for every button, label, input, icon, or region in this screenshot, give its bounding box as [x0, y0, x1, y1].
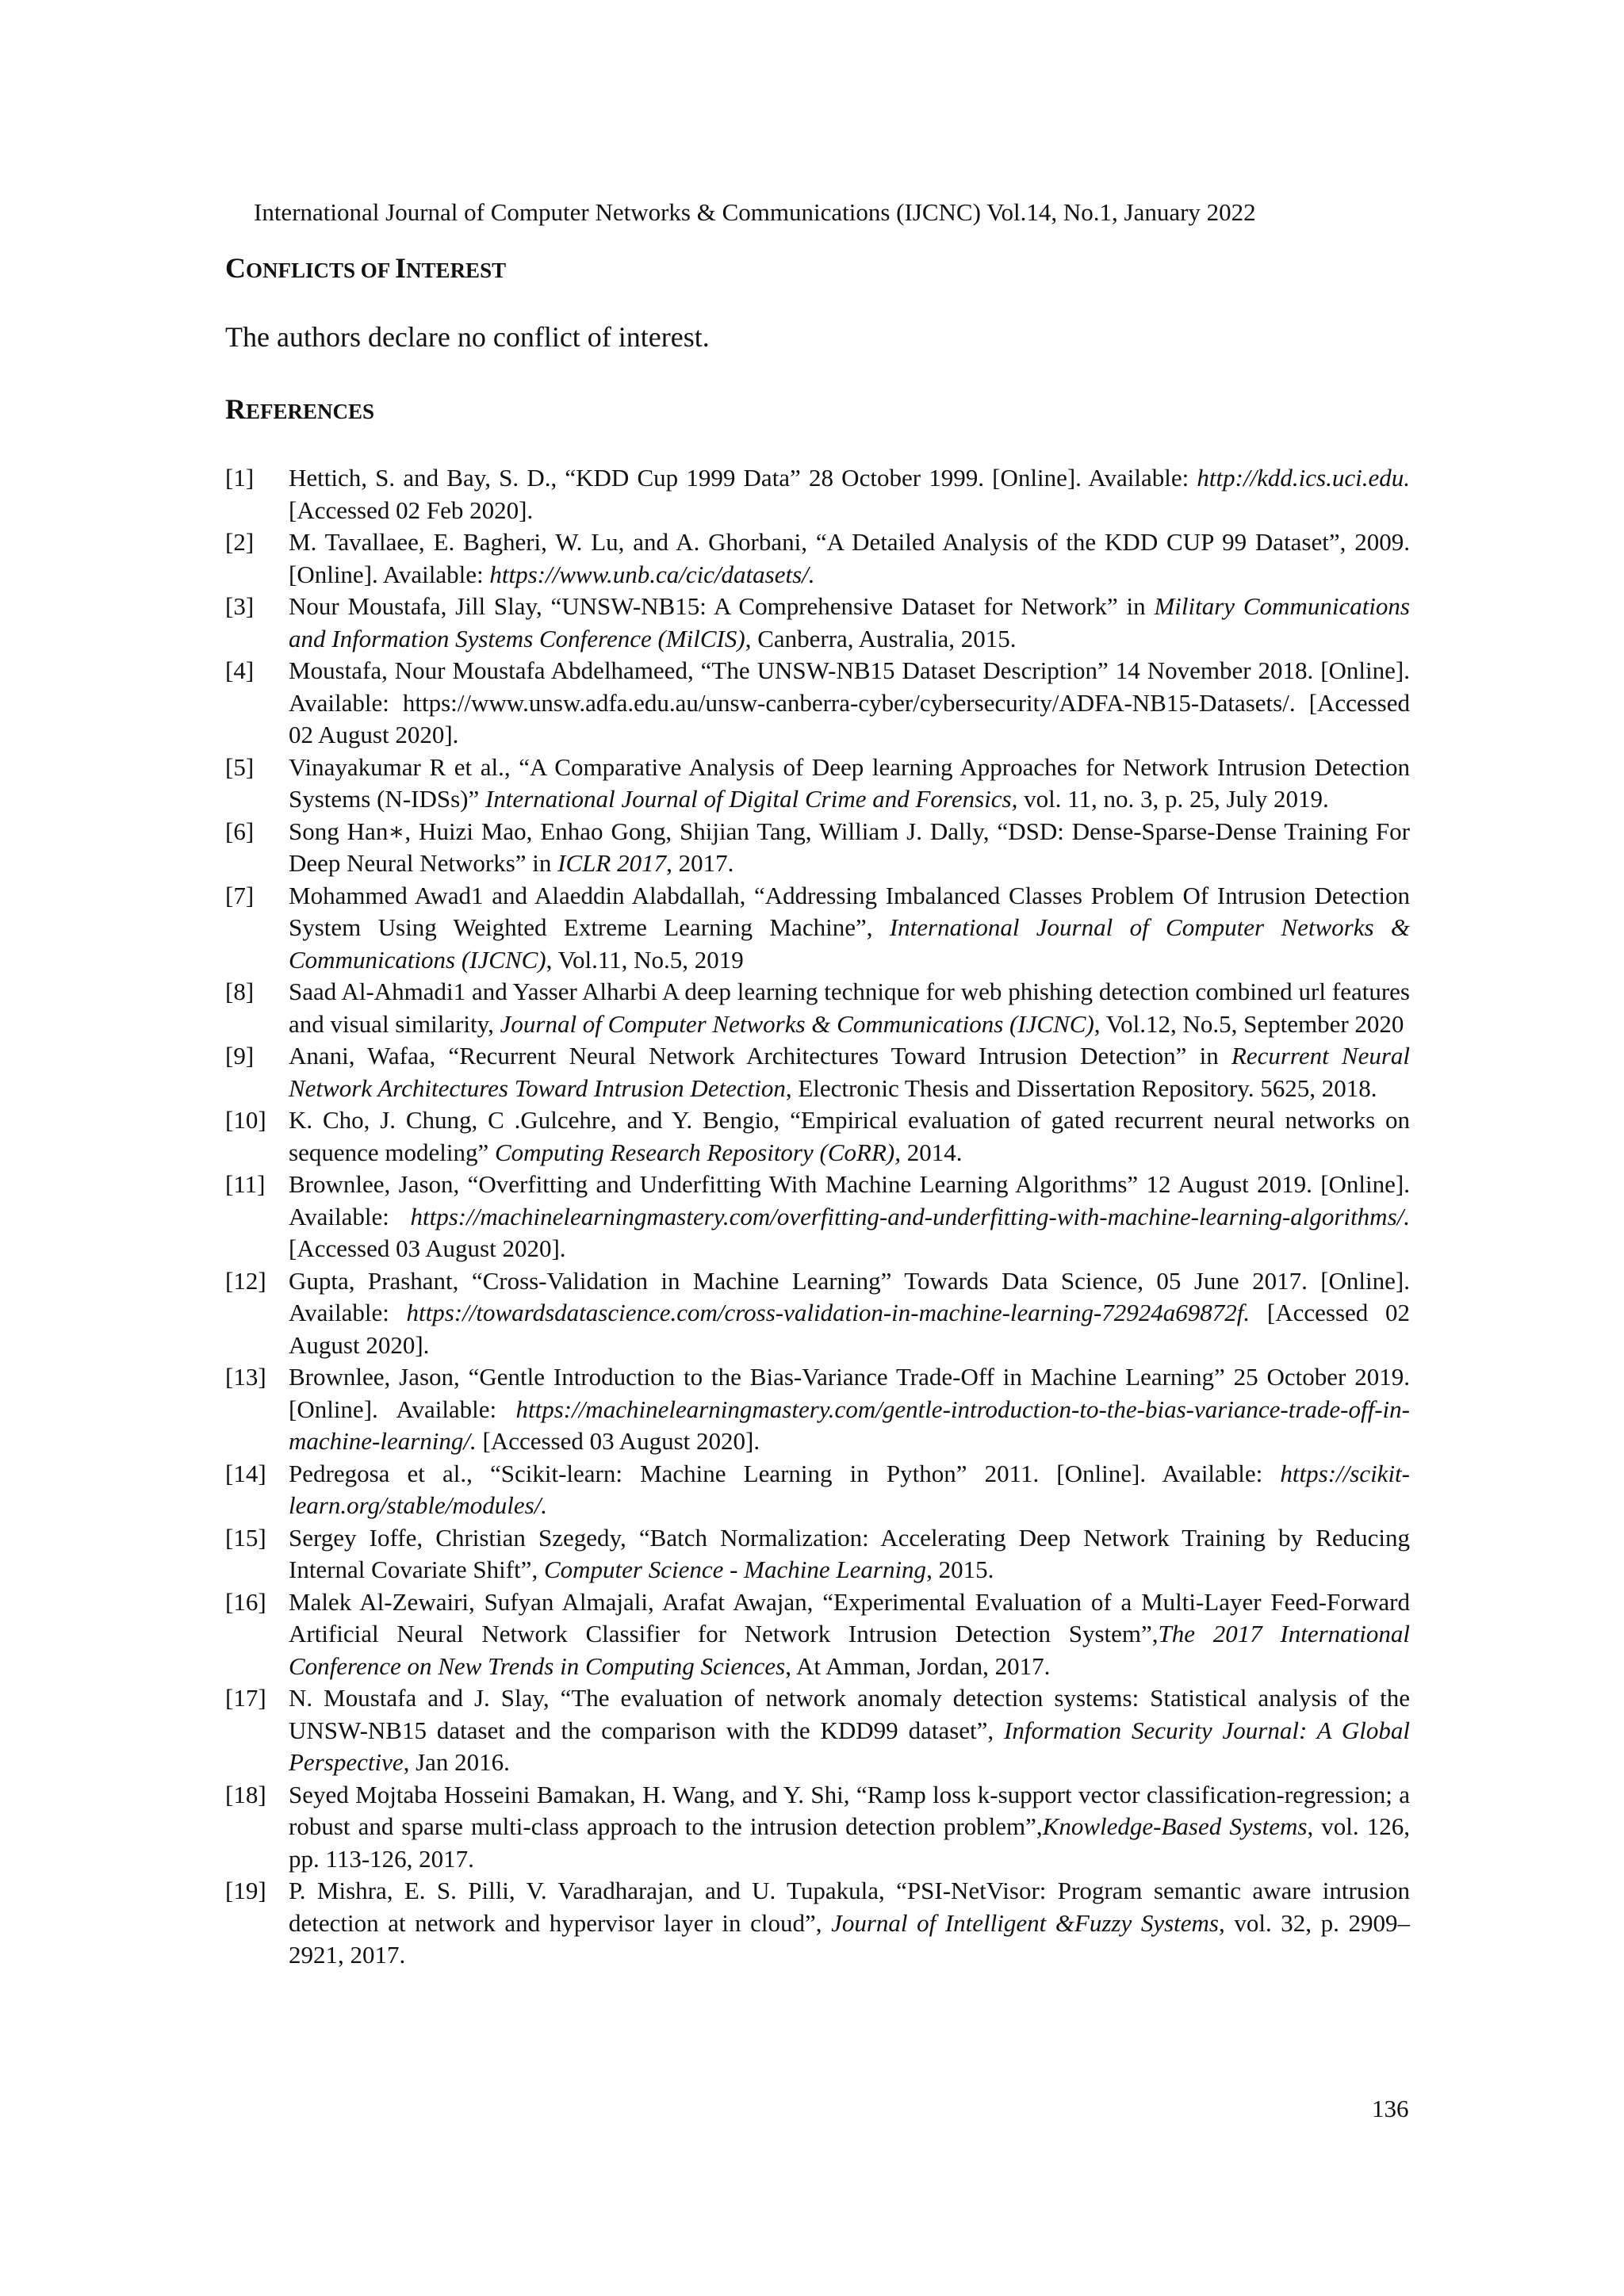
- reference-segment: 2014.: [900, 1138, 963, 1166]
- reference-text: [289, 1522, 1410, 1586]
- reference-italic-segment: Information Security Journal: A Global Perspective: [289, 1716, 1410, 1776]
- reference-item: [225, 1682, 1410, 1779]
- reference-segment: [Accessed 02 August 2020].: [289, 1299, 1410, 1359]
- reference-segment: Seyed Mojtaba Hosseini Bamakan, H. Wang, and Y. Shi, “Ramp loss k-support vector classification-regression; a robust and sparse multi-class approach to the intrusion detection problem”,: [289, 1780, 1410, 1840]
- heading-smallcaps: ONFLICTS OF: [246, 258, 396, 282]
- reference-text: [289, 462, 1410, 526]
- reference-item: [225, 976, 1410, 1040]
- reference-number: [5]: [225, 752, 255, 781]
- reference-segment: N. Moustafa and J. Slay, “The evaluation of network anomaly detection systems: Statistical analysis of the UNSW-NB15 dataset and the comparison with the KDD99 dataset”,: [289, 1684, 1410, 1744]
- reference-italic-segment: Journal of Intelligent &Fuzzy Systems: [831, 1908, 1219, 1937]
- reference-number: [11]: [225, 1170, 266, 1198]
- reference-item: [225, 1361, 1410, 1458]
- reference-item: [225, 816, 1410, 880]
- reference-segment: , Jan 2016.: [403, 1748, 510, 1776]
- reference-segment: Vinayakumar R et al., “A Comparative Analysis of Deep learning Approaches for Network Intrusion Detection Systems (N-IDSs)”: [289, 752, 1410, 813]
- reference-italic-segment: https://scikit-learn.org/stable/modules/.: [289, 1459, 1410, 1519]
- reference-number: [19]: [225, 1877, 266, 1904]
- reference-segment: Brownlee, Jason, “Gentle Introduction to the Bias-Variance Trade-Off in Machine Learning” 25 October 2019. [Online]. Available:: [289, 1363, 1410, 1423]
- reference-segment: [Accessed 03 August 2020].: [289, 1234, 566, 1262]
- reference-segment: Mohammed Awad1 and Alaeddin Alabdallah, “Addressing Imbalanced Classes Problem Of Intrusion Detection System Using Weighted Extreme Learning Machine”,: [289, 881, 1410, 941]
- reference-item: [225, 1586, 1410, 1683]
- heading-initial: I: [395, 252, 407, 284]
- reference-segment: , 2017.: [666, 849, 734, 877]
- reference-segment: , Electronic Thesis and Dissertation Repository. 5625, 2018.: [785, 1073, 1377, 1102]
- reference-segment: , vol. 32, p. 2909–2921, 2017.: [289, 1908, 1410, 1969]
- reference-text: [289, 880, 1410, 977]
- reference-segment: Saad Al-Ahmadi1 and Yasser Alharbi A deep learning technique for web phishing detection combined url features and visual similarity,: [289, 978, 1410, 1038]
- reference-text: [289, 816, 1410, 880]
- reference-text: [289, 1875, 1410, 1972]
- reference-text: [289, 752, 1410, 816]
- reference-number: [12]: [225, 1266, 266, 1295]
- reference-italic-segment: https://towardsdatascience.com/cross-validation-in-machine-learning-72924a69872f.: [406, 1299, 1251, 1326]
- reference-item: [225, 526, 1410, 591]
- reference-item: [225, 591, 1410, 655]
- reference-number: [2]: [225, 528, 255, 556]
- reference-number: [1]: [225, 464, 255, 492]
- reference-number: [9]: [225, 1042, 255, 1070]
- reference-text: [289, 976, 1410, 1040]
- reference-italic-segment: http://kdd.ics.uci.edu.: [1197, 464, 1410, 492]
- conflict-statement: The authors declare no conflict of interest.: [225, 321, 710, 353]
- reference-italic-segment: https://machinelearningmastery.com/overfitting-and-underfitting-with-machine-learning-algorithms/.: [410, 1202, 1410, 1230]
- reference-italic-segment: The 2017 International Conference on New Trends in Computing Sciences: [289, 1620, 1410, 1680]
- reference-item: [225, 1875, 1410, 1972]
- reference-italic-segment: ICLR 2017: [557, 849, 667, 877]
- reference-segment: Sergey Ioffe, Christian Szegedy, “Batch Normalization: Accelerating Deep Network Training by Reducing Internal Covariate Shift”,: [289, 1523, 1410, 1583]
- reference-segment: , At Amman, Jordan, 2017.: [785, 1651, 1051, 1680]
- reference-text: [289, 1586, 1410, 1683]
- reference-segment: Malek Al-Zewairi, Sufyan Almajali, Arafat Awajan, “Experimental Evaluation of a Multi-Layer Feed-Forward Artificial Neural Network Classifier for Network Intrusion Detection System”,: [289, 1587, 1410, 1647]
- reference-item: [225, 1265, 1410, 1362]
- reference-italic-segment: Computer Science - Machine Learning: [543, 1556, 927, 1583]
- reference-segment: [Accessed 03 August 2020].: [476, 1427, 760, 1455]
- heading-smallcaps: NTEREST: [406, 258, 507, 282]
- reference-italic-segment: Recurrent Neural Network Architectures Toward Intrusion Detection: [289, 1042, 1411, 1102]
- reference-segment: K. Cho, J. Chung, C .Gulcehre, and Y. Bengio, “Empirical evaluation of gated recurrent neural networks on sequence modeling”: [289, 1106, 1410, 1166]
- reference-number: [15]: [225, 1523, 266, 1552]
- reference-segment: , vol. 126, pp. 113-126, 2017.: [289, 1812, 1410, 1873]
- reference-number: [4]: [225, 656, 255, 684]
- reference-italic-segment: Knowledge-Based Systems: [1042, 1812, 1308, 1840]
- conflicts-of-interest-heading: [225, 251, 506, 288]
- reference-segment: , Vol.12, No.5, September 2020: [1094, 1009, 1404, 1038]
- reference-segment: Gupta, Prashant, “Cross-Validation in Machine Learning” Towards Data Science, 05 June 2017. [Online]. Available:: [289, 1266, 1410, 1326]
- reference-text: [289, 1458, 1410, 1522]
- reference-text: [289, 1169, 1410, 1265]
- references-heading: [225, 392, 374, 429]
- reference-text: [289, 591, 1410, 655]
- heading-initial: C: [225, 252, 246, 284]
- reference-segment: , 2015.: [926, 1556, 994, 1583]
- reference-segment: Nour Moustafa, Jill Slay, “UNSW-NB15: A Comprehensive Dataset for Network” in: [289, 592, 1155, 620]
- reference-text: [289, 655, 1410, 752]
- reference-italic-segment: International Journal of Computer Networks & Communications (IJCNC): [289, 913, 1410, 974]
- reference-number: [10]: [225, 1106, 266, 1134]
- reference-segment: P. Mishra, E. S. Pilli, V. Varadharajan, and U. Tupakula, “PSI-NetVisor: Program semantic aware intrusion detection at network and hypervisor layer in cloud”,: [289, 1877, 1410, 1937]
- reference-item: [225, 1104, 1410, 1169]
- reference-text: [289, 1040, 1410, 1104]
- reference-number: [13]: [225, 1363, 266, 1391]
- running-header: International Journal of Computer Networks & Communications (IJCNC) Vol.14, No.1, January 2022: [254, 198, 1256, 226]
- reference-segment: Moustafa, Nour Moustafa Abdelhameed, “The UNSW-NB15 Dataset Description” 14 November 2018. [Online]. Available: https://www.unsw.adfa.edu.au/unsw-canberra-cyber/cybersecurity/ADFA-NB15-Datasets/. [Accessed 02 August 2020].: [289, 656, 1410, 748]
- reference-list: [225, 462, 1410, 1972]
- reference-text: [289, 1682, 1410, 1779]
- reference-text: [289, 526, 1410, 591]
- reference-segment: vol. 11, no. 3, p. 25, July 2019.: [1017, 785, 1329, 813]
- reference-text: [289, 1104, 1410, 1169]
- reference-number: [14]: [225, 1459, 266, 1487]
- reference-segment: Anani, Wafaa, “Recurrent Neural Network Architectures Toward Intrusion Detection” in: [289, 1042, 1231, 1070]
- reference-segment: M. Tavallaee, E. Bagheri, W. Lu, and A. Ghorbani, “A Detailed Analysis of the KDD CUP 99 Dataset”, 2009. [Online]. Available:: [289, 528, 1410, 588]
- reference-segment: , Vol.11, No.5, 2019: [546, 945, 744, 974]
- reference-item: [225, 1169, 1410, 1265]
- reference-italic-segment: https://www.unb.ca/cic/datasets/.: [489, 560, 815, 588]
- reference-item: [225, 462, 1410, 526]
- reference-number: [16]: [225, 1587, 266, 1616]
- reference-segment: Song Han∗, Huizi Mao, Enhao Gong, Shijian Tang, William J. Dally, “DSD: Dense-Sparse-Dense Training For Deep Neural Networks” in: [289, 817, 1410, 877]
- reference-italic-segment: Journal of Computer Networks & Communications (IJCNC): [500, 1009, 1094, 1038]
- reference-item: [225, 1522, 1410, 1586]
- reference-item: [225, 1779, 1410, 1876]
- reference-item: [225, 1040, 1410, 1104]
- reference-item: [225, 655, 1410, 752]
- page-number: 136: [1372, 2095, 1409, 2122]
- reference-segment: Hettich, S. and Bay, S. D., “KDD Cup 1999 Data” 28 October 1999. [Online]. Available:: [289, 464, 1197, 492]
- reference-text: [289, 1361, 1410, 1458]
- reference-number: [3]: [225, 592, 255, 620]
- reference-italic-segment: Computing Research Repository (CoRR),: [494, 1138, 901, 1166]
- reference-text: [289, 1265, 1410, 1362]
- reference-segment: [Accessed 02 Feb 2020].: [289, 496, 534, 524]
- reference-italic-segment: Military Communications and Information Systems Conference (MilCIS): [289, 592, 1410, 652]
- heading-smallcaps: EFERENCES: [246, 400, 375, 423]
- reference-segment: , Canberra, Australia, 2015.: [745, 624, 1017, 652]
- reference-number: [18]: [225, 1780, 266, 1808]
- reference-number: [7]: [225, 881, 255, 909]
- reference-number: [6]: [225, 817, 255, 845]
- reference-number: [17]: [225, 1684, 266, 1712]
- reference-item: [225, 880, 1410, 977]
- reference-text: [289, 1779, 1410, 1876]
- reference-segment: Pedregosa et al., “Scikit-learn: Machine Learning in Python” 2011. [Online]. Available:: [289, 1459, 1281, 1487]
- reference-segment: Brownlee, Jason, “Overfitting and Underfitting With Machine Learning Algorithms” 12 August 2019. [Online]. Available:: [289, 1170, 1410, 1230]
- reference-italic-segment: https://machinelearningmastery.com/gentle-introduction-to-the-bias-variance-trade-off-in-machine-learning/.: [289, 1395, 1410, 1455]
- reference-item: [225, 752, 1410, 816]
- reference-italic-segment: International Journal of Digital Crime and Forensics,: [485, 785, 1018, 813]
- reference-item: [225, 1458, 1410, 1522]
- reference-number: [8]: [225, 978, 255, 1005]
- heading-initial: R: [225, 393, 246, 425]
